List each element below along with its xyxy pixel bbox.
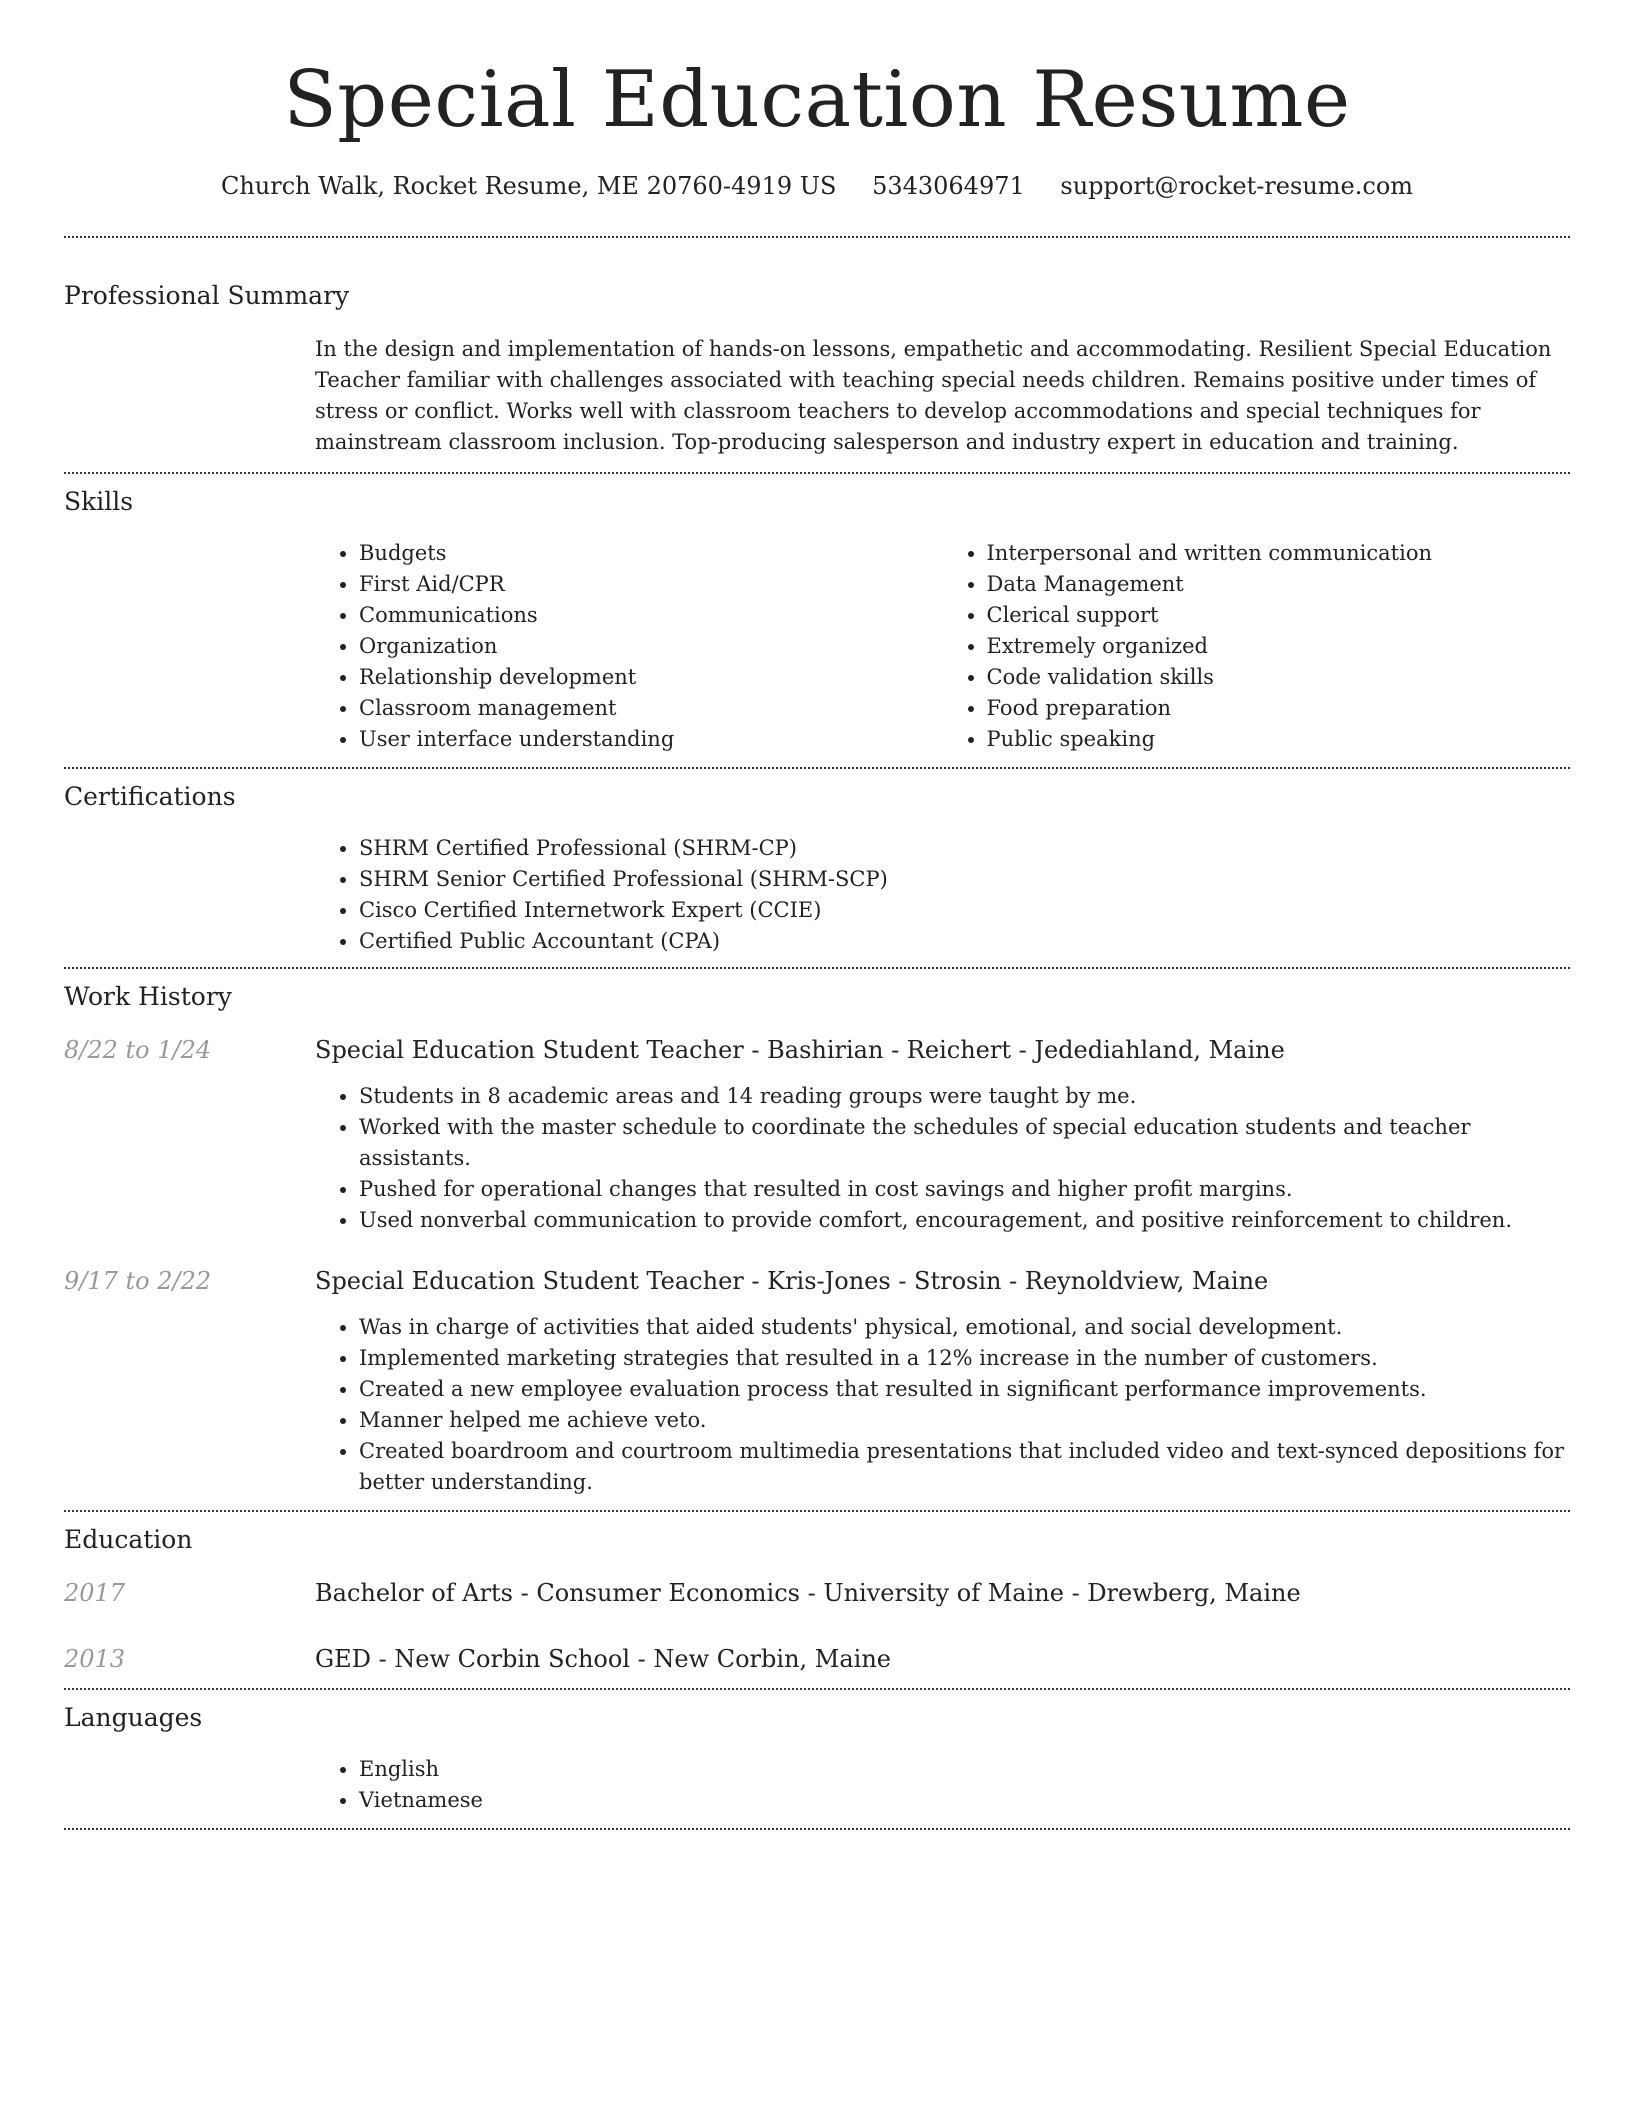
list-item: • Organization	[359, 631, 943, 662]
resume-title: Special Education Resume	[283, 55, 1351, 145]
list-item: • Was in charge of activities that aided students' physical, emotional, and social development.	[359, 1312, 1570, 1343]
list-item: • User interface understanding	[359, 724, 943, 755]
job-bullet-list	[315, 1081, 1570, 1236]
job-role: Special Education Student Teacher	[315, 1036, 744, 1064]
certifications-heading: Certifications	[64, 782, 236, 811]
job-entry	[64, 1264, 1570, 1498]
education-section	[64, 1524, 1570, 1692]
skills-list-right	[943, 538, 1571, 755]
education-degree: Bachelor of Arts - Consumer Economics	[315, 1579, 800, 1607]
list-item: • Data Management	[987, 569, 1571, 600]
list-item: • Interpersonal and written communication	[987, 538, 1571, 569]
job-bullet-list	[315, 1312, 1570, 1498]
skills-columns	[315, 538, 1570, 755]
contact-phone: 5343064971	[872, 172, 1025, 200]
education-year: 2017	[64, 1579, 126, 1607]
list-item: • Classroom management	[359, 693, 943, 724]
list-item: • Cisco Certified Internetwork Expert (CCIE)	[359, 895, 1570, 926]
languages-heading: Languages	[64, 1703, 203, 1732]
education-details: - New Corbin School - New Corbin, Maine	[370, 1645, 892, 1673]
list-item: • SHRM Certified Professional (SHRM-CP)	[359, 833, 1570, 864]
certifications-block	[315, 833, 1570, 957]
education-details: - University of Maine - Drewberg, Maine	[799, 1579, 1301, 1607]
list-item: • Implemented marketing strategies that resulted in a 12% increase in the number of customers.	[359, 1343, 1570, 1374]
resume-page	[64, 0, 1570, 1830]
divider	[64, 236, 1570, 238]
skills-section	[64, 486, 1570, 771]
job-details: - Bashirian - Reichert - Jedediahland, Maine	[743, 1036, 1285, 1064]
list-item: • English	[359, 1754, 1570, 1785]
list-item: • Public speaking	[987, 724, 1571, 755]
list-item: • Relationship development	[359, 662, 943, 693]
list-item: • Pushed for operational changes that resulted in cost savings and higher profit margins.	[359, 1174, 1570, 1205]
list-item: • Created boardroom and courtroom multimedia presentations that included video and text-synced depositions for better understanding.	[359, 1436, 1570, 1498]
education-entry	[64, 1576, 1570, 1610]
job-dates: 8/22 to 1/24	[64, 1036, 212, 1064]
job-bullets	[315, 1081, 1570, 1236]
list-item: • Created a new employee evaluation process that resulted in significant performance improvements.	[359, 1374, 1570, 1405]
list-item: • SHRM Senior Certified Professional (SHRM-SCP)	[359, 864, 1570, 895]
certifications-section	[64, 781, 1570, 973]
languages-block	[315, 1754, 1570, 1816]
education-heading: Education	[64, 1525, 193, 1554]
list-item: • Worked with the master schedule to coordinate the schedules of special education students and teacher assistants.	[359, 1112, 1570, 1174]
education-degree: GED	[315, 1645, 371, 1673]
list-item: • Students in 8 academic areas and 14 reading groups were taught by me.	[359, 1081, 1570, 1112]
job-bullets	[315, 1312, 1570, 1498]
job-title	[315, 1264, 1570, 1298]
summary-heading: Professional Summary	[64, 281, 350, 310]
list-item: • Used nonverbal communication to provide comfort, encouragement, and positive reinforcement to children.	[359, 1205, 1570, 1236]
list-item: • Clerical support	[987, 600, 1571, 631]
skills-list-left	[315, 538, 943, 755]
certifications-list	[315, 833, 1570, 957]
languages-section	[64, 1702, 1570, 1832]
job-entry	[64, 1033, 1570, 1236]
education-year: 2013	[64, 1645, 126, 1673]
job-title	[315, 1033, 1570, 1067]
contact-address: Church Walk, Rocket Resume, ME 20760-4919 US	[220, 172, 837, 200]
list-item: • First Aid/CPR	[359, 569, 943, 600]
summary-section	[64, 280, 1570, 474]
contact-line	[64, 170, 1570, 202]
list-item: • Manner helped me achieve veto.	[359, 1405, 1570, 1436]
work-section	[64, 981, 1570, 1514]
skills-heading: Skills	[64, 487, 134, 516]
list-item: • Extremely organized	[987, 631, 1571, 662]
summary-text: In the design and implementation of hands-on lessons, empathetic and accommodating. Resilient Special Education Teacher familiar with challenges associated with teaching special needs children. Remains positive under times of stress or conflict. Works well with classroom teachers to develop accommodations and special techniques for mainstream classroom inclusion. Top-producing salesperson and industry expert in education and training.	[315, 337, 1552, 454]
work-heading: Work History	[64, 982, 232, 1011]
languages-list	[315, 1754, 1570, 1816]
list-item: • Communications	[359, 600, 943, 631]
job-role: Special Education Student Teacher	[315, 1267, 744, 1295]
list-item: • Code validation skills	[987, 662, 1571, 693]
list-item: • Food preparation	[987, 693, 1571, 724]
job-details: - Kris-Jones - Strosin - Reynoldview, Maine	[743, 1267, 1269, 1295]
job-dates: 9/17 to 2/22	[64, 1267, 212, 1295]
list-item: • Certified Public Accountant (CPA)	[359, 926, 1570, 957]
education-title	[315, 1642, 1570, 1676]
list-item: • Vietnamese	[359, 1785, 1570, 1816]
list-item: • Budgets	[359, 538, 943, 569]
contact-email: support@rocket-resume.com	[1060, 172, 1414, 200]
education-entry	[64, 1642, 1570, 1676]
education-title	[315, 1576, 1570, 1610]
